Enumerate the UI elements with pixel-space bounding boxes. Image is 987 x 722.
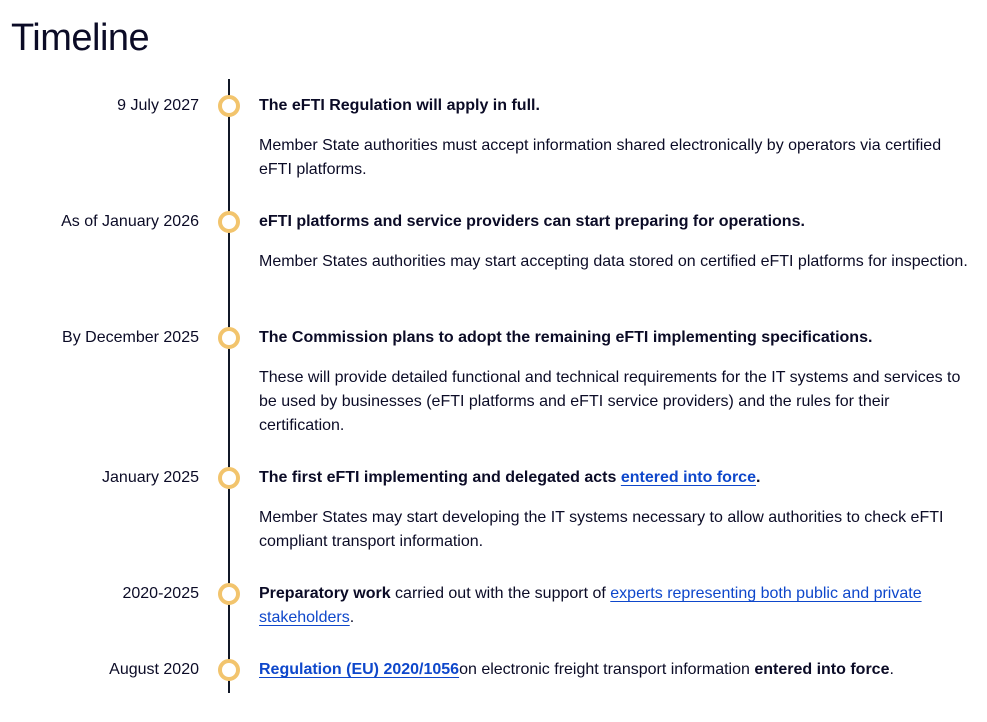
timeline-marker-icon	[218, 659, 240, 681]
timeline-marker-icon	[218, 211, 240, 233]
timeline-marker-icon	[218, 467, 240, 489]
timeline-headline: The Commission plans to adopt the remaining eFTI implementing specifications.	[259, 329, 873, 346]
page-title: Timeline	[11, 17, 150, 59]
timeline-headline: eFTI platforms and service providers can start preparing for operations.	[259, 213, 805, 230]
timeline-date: August 2020	[109, 661, 199, 678]
regulation-link[interactable]: Regulation (EU) 2020/1056	[259, 661, 460, 678]
timeline-date: January 2025	[102, 469, 199, 486]
timeline-headline: The eFTI Regulation will apply in full.	[259, 97, 540, 114]
timeline-marker-icon	[218, 95, 240, 117]
timeline-date: By December 2025	[62, 329, 199, 346]
timeline-marker-icon	[218, 583, 240, 605]
timeline-date: 9 July 2027	[117, 97, 199, 114]
timeline-description: Member State authorities must accept information shared electronically by operators via certified eFTI platforms.	[259, 137, 942, 178]
timeline-headline: Preparatory work carried out with the support of experts representing both public and private stakeholders.	[259, 585, 922, 626]
timeline-headline: The first eFTI implementing and delegated acts entered into force.	[259, 469, 761, 486]
timeline-description: Member States may start developing the IT systems necessary to allow authorities to check eFTI compliant transport information.	[259, 509, 944, 550]
timeline-description: Member States authorities may start accepting data stored on certified eFTI platforms for inspection.	[259, 253, 968, 270]
timeline-headline: Regulation (EU) 2020/1056on electronic freight transport information entered into force.	[259, 661, 894, 678]
timeline-date: 2020-2025	[122, 585, 199, 602]
experts-link[interactable]: experts representing both public and private stakeholders	[259, 585, 922, 626]
timeline-date: As of January 2026	[61, 213, 199, 230]
timeline-description: These will provide detailed functional and technical requirements for the IT systems and services to be used by businesses (eFTI platforms and eFTI service providers) and the rules for their certification.	[259, 369, 961, 434]
timeline-marker-icon	[218, 327, 240, 349]
entered-into-force-link[interactable]: entered into force	[620, 469, 756, 486]
